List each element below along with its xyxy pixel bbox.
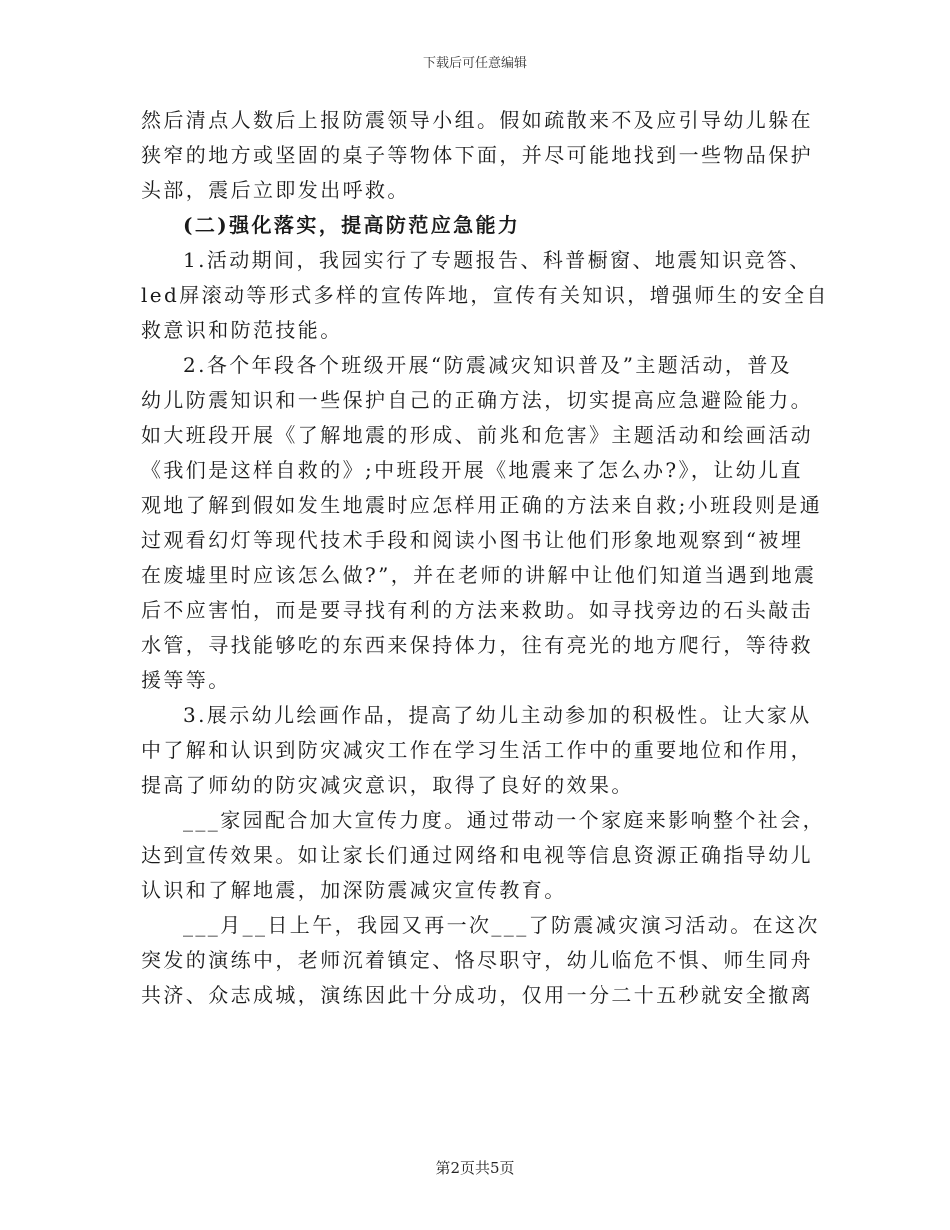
text-line: 中了解和认识到防灾减灾工作在学习生活工作中的重要地位和作用，: [141, 738, 813, 762]
document-body: [141, 103, 829, 1013]
text-line: 认识和了解地震，加深防震减灾宣传教育。: [141, 878, 567, 902]
text-line: 在废墟里时应该怎么做?”，并在老师的讲解中让他们知道当遇到地震: [141, 563, 817, 587]
text-line: 幼儿防震知识和一些保护自己的正确方法，切实提高应急避险能力。: [141, 388, 813, 412]
text-line: 观地了解到假如发生地震时应怎样用正确的方法来自救;小班段则是通: [141, 493, 823, 517]
text-line: 过观看幻灯等现代技术手段和阅读小图书让他们形象地观察到“被埋: [141, 528, 804, 552]
text-line: ___月__日上午，我园又再一次___了防震减灾演习活动。在这次: [183, 913, 820, 937]
text-line: 1.活动期间，我园实行了专题报告、科普橱窗、地震知识竞答、: [183, 248, 812, 272]
page-footer: 第2页共5页: [435, 1159, 515, 1177]
text-line: 后不应害怕，而是要寻找有利的方法来救助。如寻找旁边的石头敲击: [141, 598, 813, 622]
text-line: 3.展示幼儿绘画作品，提高了幼儿主动参加的积极性。让大家从: [183, 703, 812, 727]
text-line: led屏滚动等形式多样的宣传阵地，宣传有关知识，增强师生的安全自: [141, 283, 829, 307]
text-line: 提高了师幼的防灾减灾意识，取得了良好的效果。: [141, 773, 634, 797]
text-line: 头部，震后立即发出呼救。: [141, 178, 410, 202]
text-line: ___家园配合加大宣传力度。通过带动一个家庭来影响整个社会，: [183, 808, 825, 832]
text-line: 救意识和防范技能。: [141, 318, 343, 342]
text-line: 然后清点人数后上报防震领导小组。假如疏散来不及应引导幼儿躲在: [141, 108, 813, 132]
text-line: 突发的演练中，老师沉着镇定、恪尽职守，幼儿临危不惧、师生同舟: [141, 948, 813, 972]
text-line: 《我们是这样自救的》;中班段开展《地震来了怎么办?》，让幼儿直: [141, 458, 803, 482]
text-line: 水管，寻找能够吃的东西来保持体力，往有亮光的地方爬行，等待救: [141, 633, 813, 657]
text-line: 共济、众志成城，演练因此十分成功，仅用一分二十五秒就安全撤离: [141, 983, 813, 1007]
text-line: 援等等。: [141, 668, 231, 692]
text-line: 如大班段开展《了解地震的形成、前兆和危害》主题活动和绘画活动: [141, 423, 813, 447]
text-line: 狭窄的地方或坚固的桌子等物体下面，并尽可能地找到一些物品保护: [141, 143, 813, 167]
text-line: 达到宣传效果。如让家长们通过网络和电视等信息资源正确指导幼儿: [141, 843, 813, 867]
page-header: 下载后可任意编辑: [422, 56, 527, 71]
text-line: 2.各个年段各个班级开展“防震减灾知识普及”主题活动，普及: [183, 353, 793, 377]
section-heading: (二)强化落实，提高防范应急能力: [183, 213, 521, 237]
